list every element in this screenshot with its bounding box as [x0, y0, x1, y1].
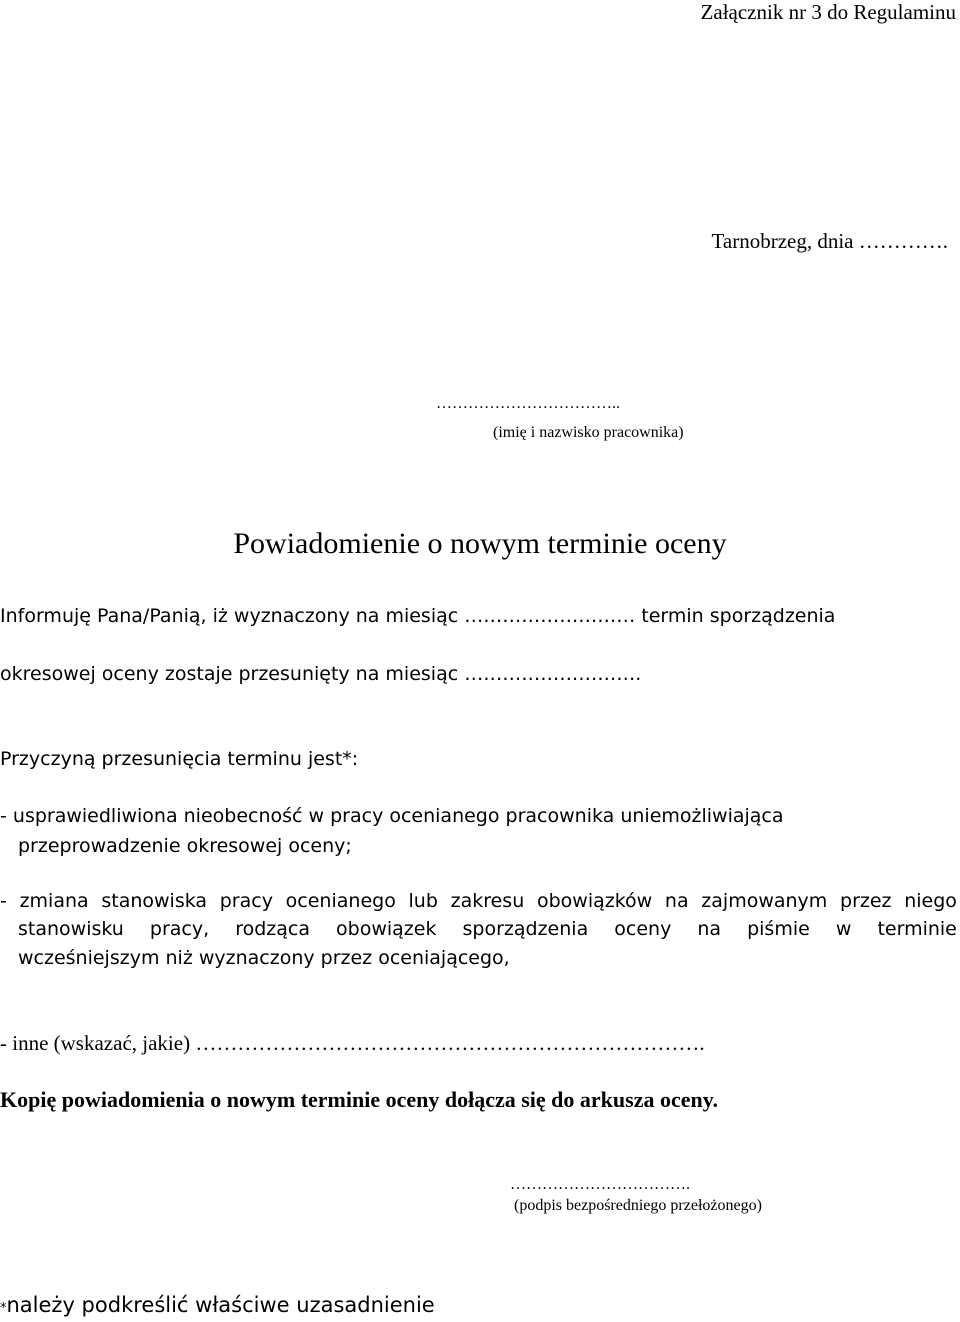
word: piśmie [747, 918, 810, 940]
word: na [697, 918, 722, 940]
word: ocenianego [285, 890, 396, 912]
notice-line-1: Informuję Pana/Panią, iż wyznaczony na miesiąc ……………………… termin sporządzenia [0, 605, 836, 627]
word: terminie [877, 918, 957, 940]
reason-heading: Przyczyną przesunięcia terminu jest*: [0, 748, 359, 770]
word: pracy, [149, 918, 210, 940]
word: lub [408, 890, 438, 912]
word: obowiązków [536, 890, 653, 912]
word: rodząca [235, 918, 310, 940]
word: sporządzenia [462, 918, 589, 940]
word: przez [840, 890, 892, 912]
footnote-asterisk: * [0, 1301, 7, 1316]
signature-caption: (podpis bezpośredniego przełożonego) [514, 1197, 762, 1214]
word: na [664, 890, 689, 912]
word: zakresu [450, 890, 525, 912]
word: - [0, 890, 7, 912]
reason-item-position-change-end: wcześniejszym niż wyznaczony przez oceniającego, [18, 947, 510, 969]
footnote [0, 1293, 435, 1317]
reason-item-position-change [0, 890, 957, 912]
place-date-line: Tarnobrzeg, dnia …………. [711, 229, 948, 253]
reason-item-other: - inne (wskazać, jakie) ………………………………………………………………. [0, 1031, 705, 1055]
word: niego [904, 890, 957, 912]
reason-item-absence-cont: przeprowadzenie okresowej oceny; [18, 835, 352, 857]
word: w [835, 918, 852, 940]
employee-name-field: …………………………….. [436, 395, 620, 412]
summary-statement: Kopię powiadomienia o nowym terminie oceny dołącza się do arkusza oceny. [0, 1087, 719, 1112]
reason-item-position-change-cont [18, 918, 957, 940]
word: stanowiska [101, 890, 208, 912]
document-title: Powiadomienie o nowym terminie oceny [233, 527, 727, 560]
employee-name-caption: (imię i nazwisko pracownika) [493, 424, 684, 441]
word: stanowisku [18, 918, 124, 940]
annex-label: Załącznik nr 3 do Regulaminu [700, 0, 956, 24]
word: obowiązek [336, 918, 437, 940]
word: oceny [614, 918, 672, 940]
signature-field: ……………………………. [510, 1176, 690, 1193]
word: zmiana [19, 890, 89, 912]
footnote-text: należy podkreślić właściwe uzasadnienie [6, 1293, 435, 1317]
word: pracy [219, 890, 273, 912]
notice-line-2: okresowej oceny zostaje przesunięty na miesiąc ………………………. [0, 663, 642, 685]
word: zajmowanym [701, 890, 828, 912]
reason-item-absence: - usprawiedliwiona nieobecność w pracy ocenianego pracownika uniemożliwiająca [0, 805, 784, 827]
